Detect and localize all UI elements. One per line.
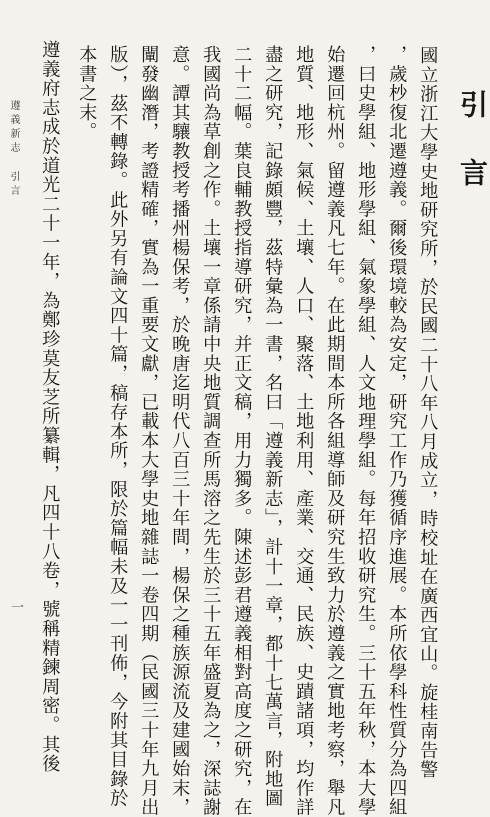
text-column-6: 盡之研究，記錄頗豐，茲特彙為一書，名曰「遵義新志」，計十一章，都十七萬言，附地圖 <box>262 45 284 808</box>
text-column-12: 本書之末。 <box>76 45 98 142</box>
text-column-7: 二十二幅。葉良輔教授指導研究，并正文稿，用力獨多。陳述彭君遵義相對高度之研究，在 <box>231 45 253 817</box>
text-column-2: ，歲杪復北遷遵義。爾後環境較為安定，研究工作乃獲循序進展。本所依學科性質分為四組 <box>386 45 408 817</box>
text-column-3: ，曰史學組、地形學組、氣象學組、人文地理學組。每年招收研究生。三十五年秋，本大學 <box>355 45 377 817</box>
text-column-8: 我國尚為草創之作。土壤一章係請中央地質調查所馬溶之先生於三十五年盛夏為之，深誌謝 <box>200 45 222 817</box>
text-column-11: 版），茲不轉錄。此外另有論文四十篇，稿存本所，限於篇幅未及一一刊佈，今附其目錄於 <box>107 45 129 808</box>
text-column-4: 始遷回杭州。留遵義凡七年。在此期間本所各組導師及研究生致力於遵義之實地考察，舉凡 <box>324 45 346 817</box>
text-column-13: 遵義府志成於道光二十一年，為鄭珍莫友芝所纂輯，凡四十八卷，號稱精鍊周密。其後 <box>39 40 61 774</box>
margin-book-title: 遵義新志 引言 <box>8 100 19 199</box>
page-number: 一 <box>8 600 23 617</box>
text-column-1: 國立浙江大學史地研究所，於民國二十八年八月成立，時校址在廣西宜山。旋桂南告警 <box>417 46 439 780</box>
text-column-5: 地質、地形、氣候、土壤、人口、聚落、土地利用、產業、交通、民族、史蹟諸項，均作詳 <box>293 45 315 817</box>
text-column-9: 意。譚其驤教授考播州楊保考，於晚唐迄明代八百三十年間，楊保之種族源流及建國始末， <box>169 45 191 817</box>
page-heading: 引言 <box>456 90 489 226</box>
text-column-10: 闡發幽潛，考證精確，實為一重要文獻，已載本大學史地雜誌一卷四期（民國三十年九月出 <box>138 45 160 817</box>
